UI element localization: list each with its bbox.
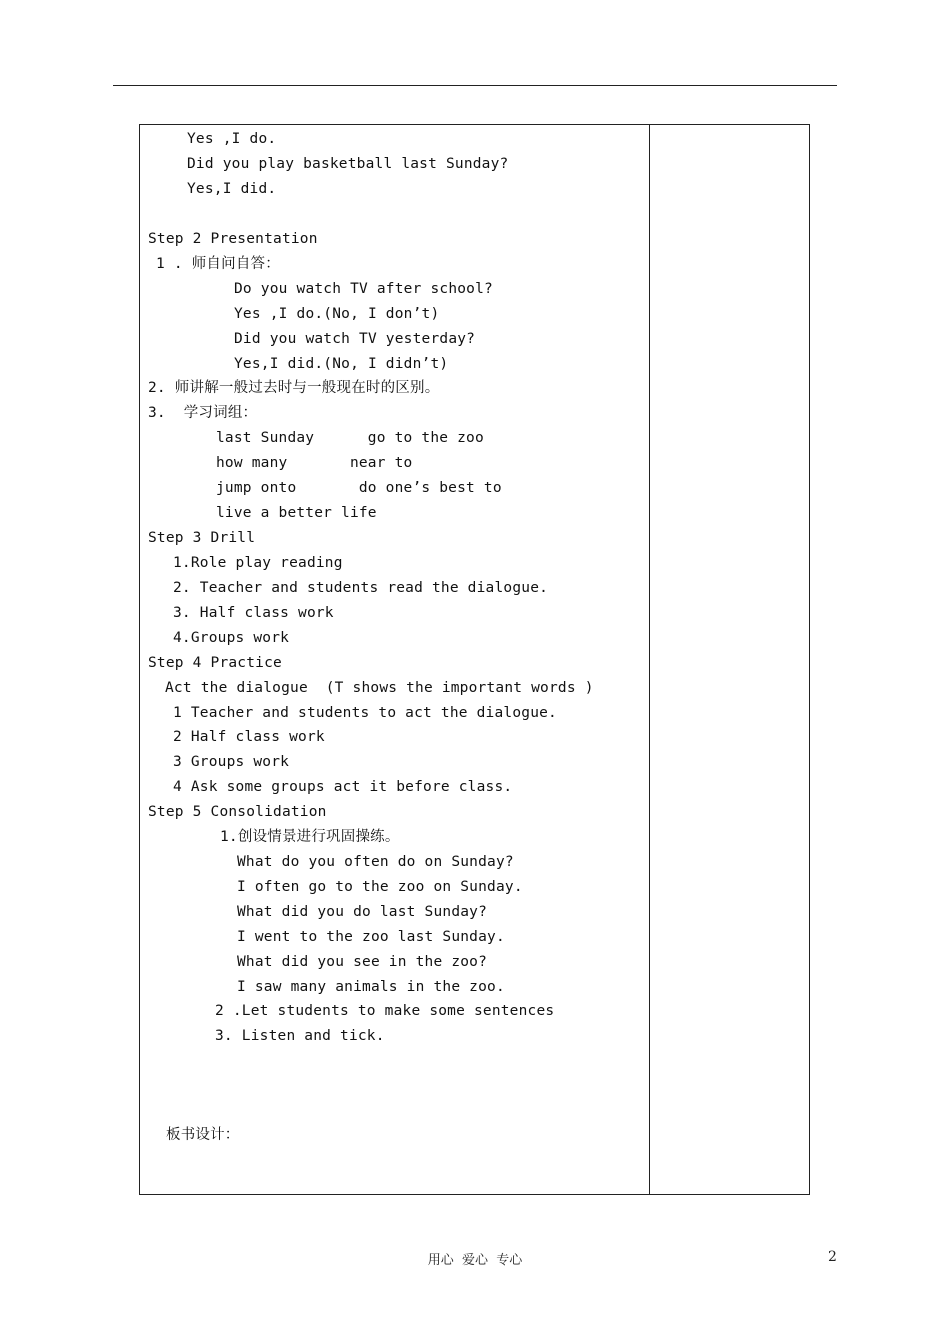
text-line: Did you play basketball last Sunday?: [187, 156, 509, 172]
text-line: Yes ,I do.: [187, 131, 277, 147]
text-line: Do you watch TV after school?: [234, 281, 493, 297]
text-line: 1.创设情景进行巩固操练。: [220, 829, 400, 845]
text-line: 3. 学习词组：: [148, 405, 258, 421]
text-line: Yes ,I do.(No, I don’t): [234, 306, 440, 322]
text-line: live a better life: [216, 505, 377, 521]
text-line: Yes,I did.(No, I didn’t): [234, 356, 449, 372]
text-line: 2 .Let students to make some sentences: [215, 1003, 555, 1019]
text-line: What do you often do on Sunday?: [237, 854, 514, 870]
text-line: 3 Groups work: [173, 754, 290, 770]
text-line: 1 Teacher and students to act the dialogue.: [173, 705, 557, 721]
text-line: Yes,I did.: [187, 181, 277, 197]
header-rule: [113, 85, 837, 86]
step-heading: Step 4 Practice: [148, 655, 282, 671]
text-line: 3. Listen and tick.: [215, 1028, 385, 1044]
text-line: 4.Groups work: [173, 630, 290, 646]
footer-motto: 用心 爱心 专心: [427, 1253, 523, 1268]
step-heading: Step 2 Presentation: [148, 231, 318, 247]
text-line: 2. 师讲解一般过去时与一般现在时的区别。: [148, 380, 440, 396]
text-line: 2 Half class work: [173, 729, 325, 745]
text-line: What did you see in the zoo?: [237, 954, 488, 970]
lesson-table: [139, 124, 810, 1195]
board-design-label: 板书设计：: [166, 1127, 240, 1143]
text-line: What did you do last Sunday?: [237, 904, 488, 920]
column-divider: [649, 125, 650, 1194]
text-line: I saw many animals in the zoo.: [237, 979, 505, 995]
page-number: 2: [828, 1249, 837, 1265]
text-line: 2. Teacher and students read the dialogue.: [173, 580, 549, 596]
text-line: Did you watch TV yesterday?: [234, 331, 476, 347]
text-line: Act the dialogue (T shows the important words ): [165, 680, 594, 696]
text-line: how many near to: [216, 455, 413, 471]
text-line: I often go to the zoo on Sunday.: [237, 879, 523, 895]
text-line: 1 . 师自问自答：: [156, 256, 280, 272]
text-line: I went to the zoo last Sunday.: [237, 929, 505, 945]
step-heading: Step 3 Drill: [148, 530, 256, 546]
text-line: jump onto do one’s best to: [216, 480, 502, 496]
step-heading: Step 5 Consolidation: [148, 804, 327, 820]
text-line: 1.Role play reading: [173, 555, 343, 571]
text-line: 3. Half class work: [173, 605, 334, 621]
text-line: last Sunday go to the zoo: [216, 430, 484, 446]
text-line: 4 Ask some groups act it before class.: [173, 779, 513, 795]
